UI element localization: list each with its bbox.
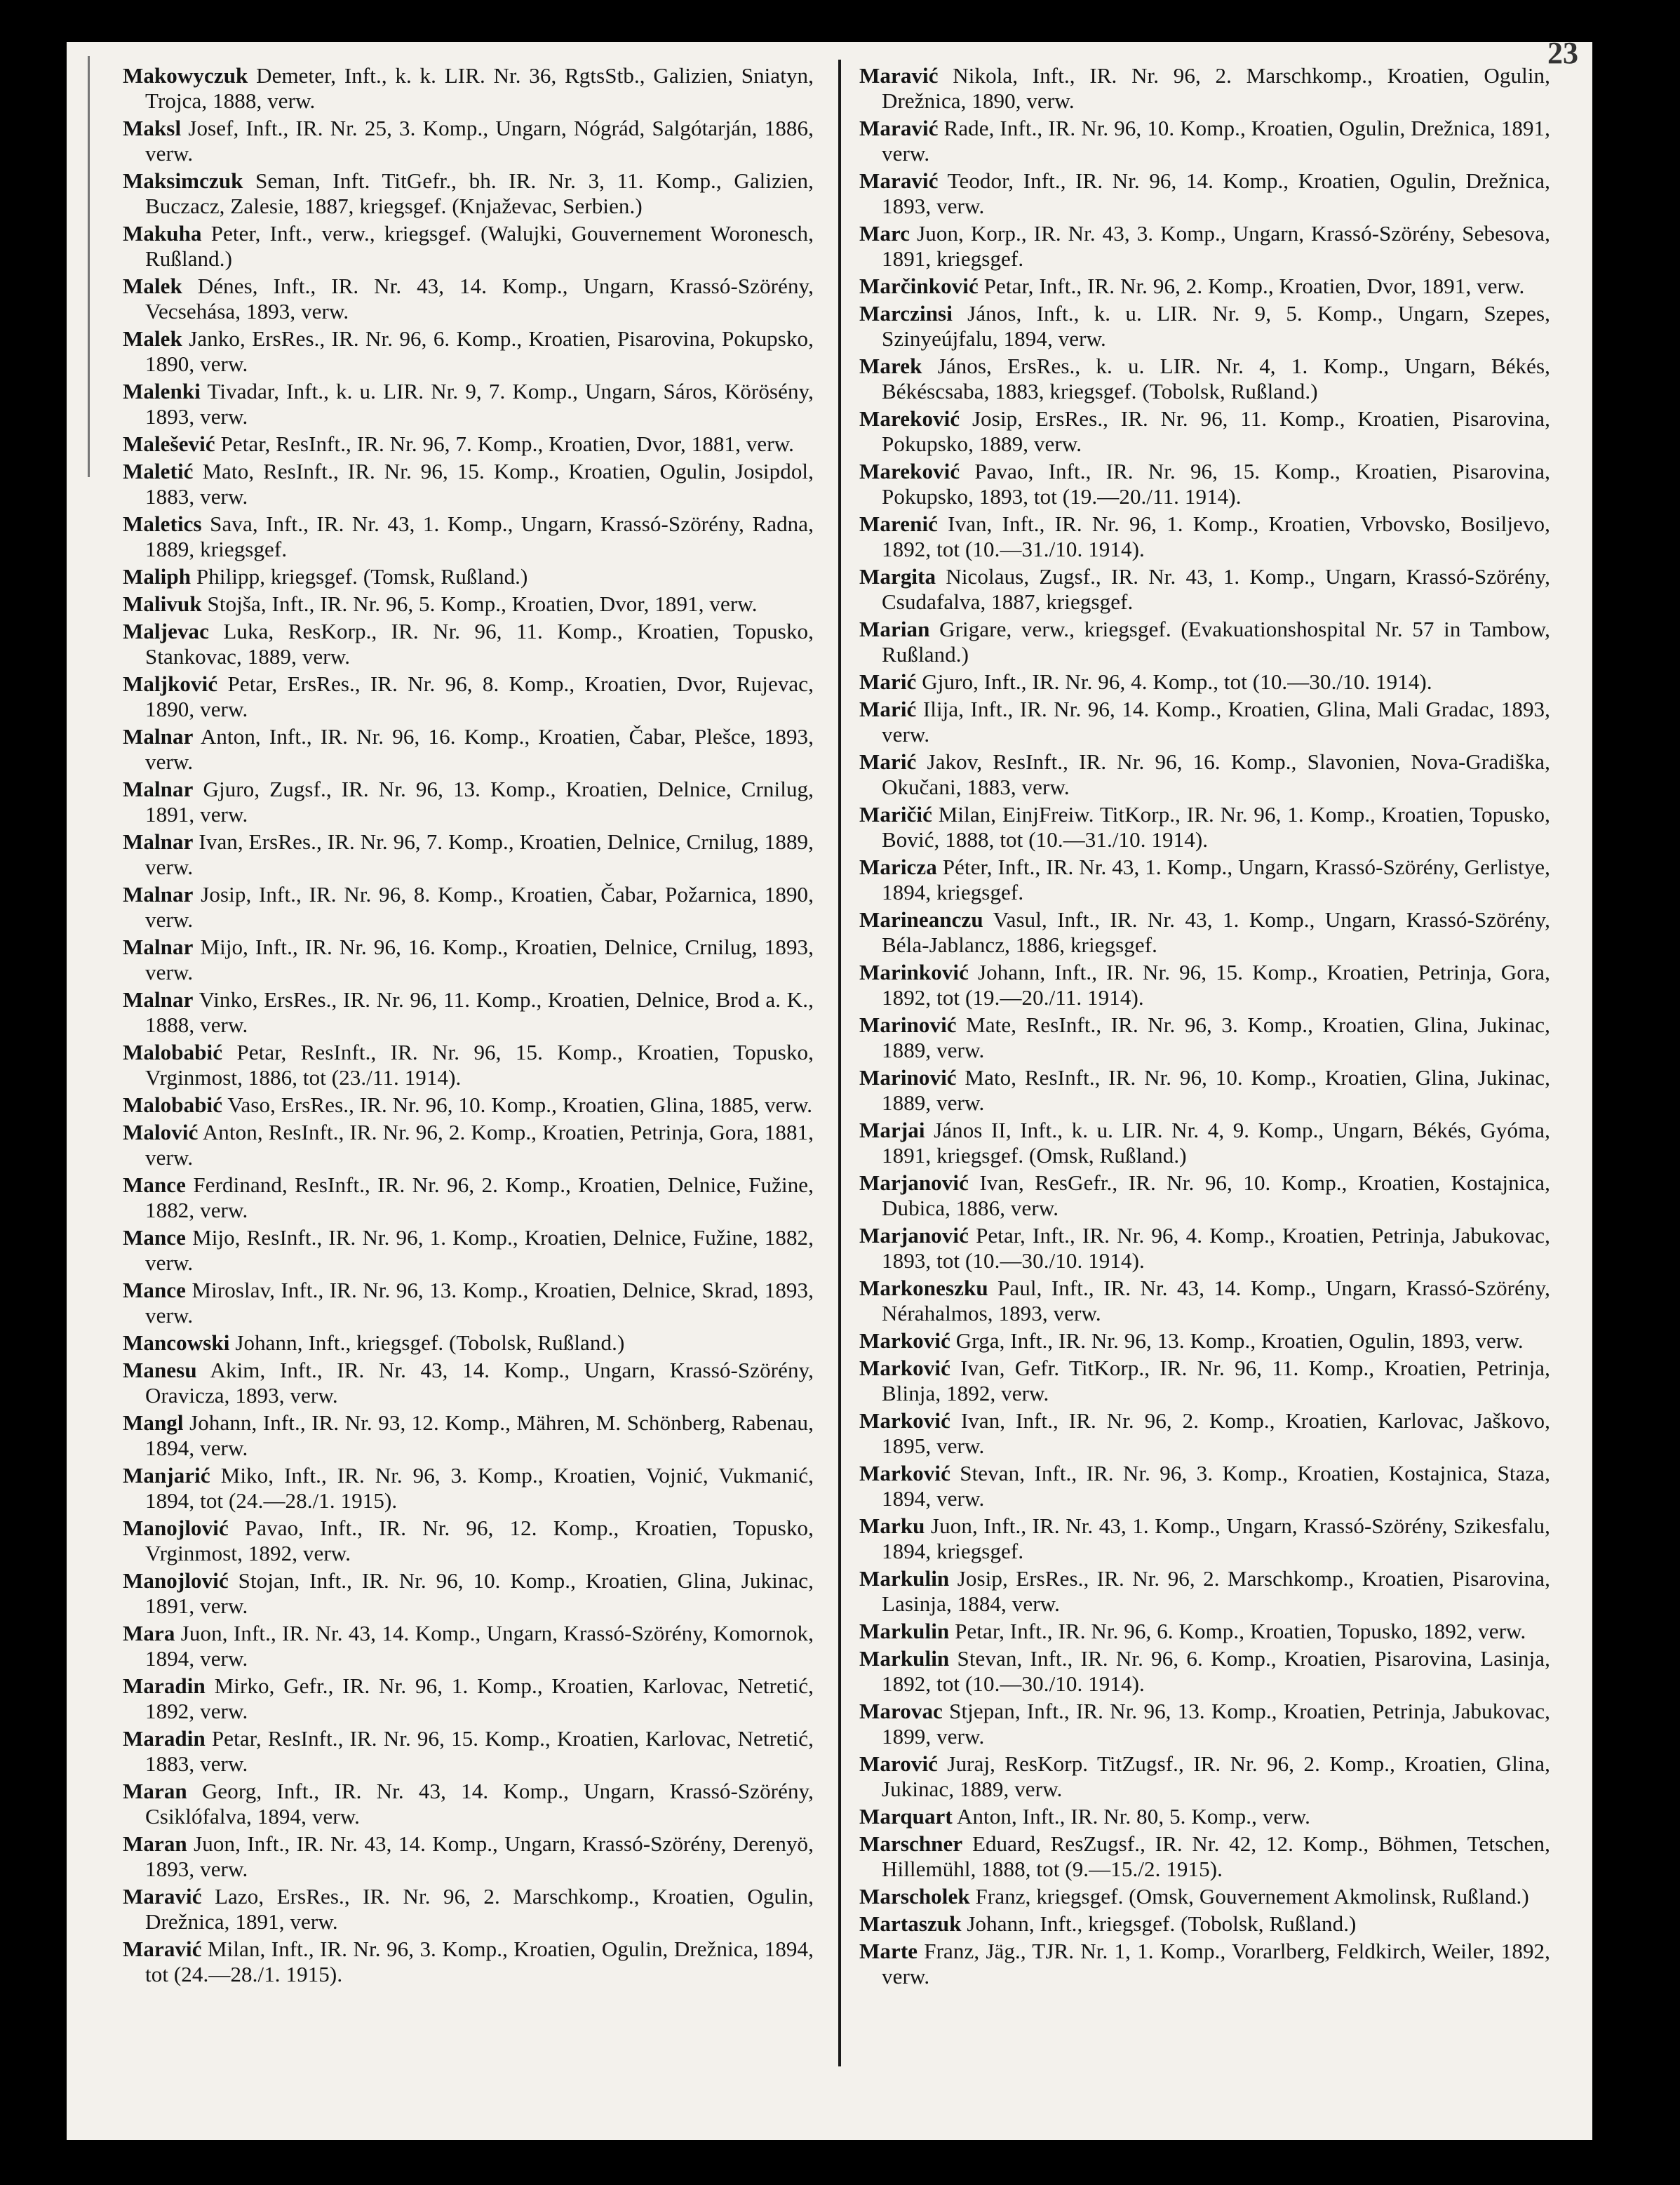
register-entry (859, 1939, 1550, 1989)
register-entry (859, 617, 1550, 667)
entry-details: Jakov, ResInft., IR. Nr. 96, 16. Komp., Slavonien, Nova-Gradiška, Okučani, 1883, verw. (882, 749, 1550, 799)
entry-details: Peter, Inft., verw., kriegsgef. (Walujki, Gouvernement Woronesch, Rußland.) (145, 221, 814, 271)
entry-surname: Maran (123, 1779, 187, 1803)
entry-details: Grigare, verw., kriegsgef. (Evakuationshospital Nr. 57 in Tambow, Rußland.) (882, 617, 1550, 667)
register-entry (859, 1223, 1550, 1274)
entry-details: Eduard, ResZugsf., IR. Nr. 42, 12. Komp., Böhmen, Tetschen, Hillemühl, 1888, tot (9.—15./2. 1915). (882, 1831, 1550, 1881)
entry-details: Mate, ResInft., IR. Nr. 96, 3. Komp., Kroatien, Glina, Jukinac, 1889, verw. (882, 1013, 1550, 1062)
register-entry (859, 221, 1550, 272)
register-entry (123, 1358, 814, 1408)
register-entry (859, 1566, 1550, 1617)
register-entry (123, 1937, 814, 1987)
register-entry (123, 168, 814, 219)
page-number: 23 (1547, 36, 1578, 70)
entry-surname: Marjai (859, 1118, 925, 1142)
entry-details: János II, Inft., k. u. LIR. Nr. 4, 9. Komp., Ungarn, Békés, Gyóma, 1891, kriegsgef. (Omsk, Rußland.) (882, 1118, 1550, 1168)
register-entry (859, 1408, 1550, 1459)
entry-surname: Marić (859, 697, 917, 721)
register-entry (123, 1410, 814, 1461)
register-entry (859, 1514, 1550, 1564)
entry-surname: Marković (859, 1461, 950, 1485)
entry-details: Stevan, Inft., IR. Nr. 96, 3. Komp., Kroatien, Kostajnica, Staza, 1894, verw. (882, 1461, 1550, 1511)
entry-details: Juon, Korp., IR. Nr. 43, 3. Komp., Ungarn, Krassó-Szörény, Sebesova, 1891, kriegsgef. (882, 221, 1550, 271)
register-entry (859, 907, 1550, 958)
entry-details: Anton, Inft., IR. Nr. 80, 5. Komp., verw. (952, 1804, 1311, 1829)
entry-surname: Maksimczuk (123, 168, 243, 193)
entry-surname: Malnar (123, 882, 194, 907)
entry-details: Juon, Inft., IR. Nr. 43, 14. Komp., Ungarn, Krassó-Szörény, Komornok, 1894, verw. (145, 1621, 814, 1671)
entry-details: Vinko, ErsRes., IR. Nr. 96, 11. Komp., Kroatien, Delnice, Brod a. K., 1888, verw. (145, 987, 814, 1037)
register-entry (123, 882, 814, 933)
register-entry (859, 354, 1550, 404)
register-entry (123, 1726, 814, 1777)
entry-details: Demeter, Inft., k. k. LIR. Nr. 36, RgtsStb., Galizien, Sniatyn, Trojca, 1888, verw. (145, 63, 814, 113)
entry-surname: Marović (859, 1751, 939, 1776)
entry-details: Anton, Inft., IR. Nr. 96, 16. Komp., Kroatien, Čabar, Plešce, 1893, verw. (145, 724, 814, 774)
entry-details: Paul, Inft., IR. Nr. 43, 14. Komp., Ungarn, Krassó-Szörény, Nérahalmos, 1893, verw. (882, 1276, 1550, 1325)
entry-surname: Mara (123, 1621, 175, 1645)
entry-surname: Markulin (859, 1619, 950, 1643)
entry-details: Stojša, Inft., IR. Nr. 96, 5. Komp., Kroatien, Dvor, 1891, verw. (201, 592, 758, 616)
register-entry (123, 564, 814, 589)
register-entry (859, 459, 1550, 509)
entry-details: Ilija, Inft., IR. Nr. 96, 14. Komp., Kroatien, Glina, Mali Gradac, 1893, verw. (882, 697, 1550, 747)
entry-details: Luka, ResKorp., IR. Nr. 96, 11. Komp., Kroatien, Topusko, Stankovac, 1889, verw. (145, 619, 814, 669)
entry-surname: Marczinsi (859, 301, 953, 326)
register-entry (859, 168, 1550, 219)
entry-details: Petar, ResInft., IR. Nr. 96, 7. Komp., Kroatien, Dvor, 1881, verw. (215, 432, 795, 456)
register-entry (123, 1831, 814, 1882)
entry-surname: Marschner (859, 1831, 963, 1856)
entry-surname: Malek (123, 326, 182, 351)
entry-details: Miko, Inft., IR. Nr. 96, 3. Komp., Kroatien, Vojnić, Vukmanić, 1894, tot (24.—28./1. 1915). (145, 1463, 814, 1513)
entry-details: Ivan, Inft., IR. Nr. 96, 1. Komp., Kroatien, Vrbovsko, Bosiljevo, 1892, tot (10.—31./10. 1914). (882, 512, 1550, 561)
entry-surname: Mancowski (123, 1330, 230, 1355)
entry-details: Teodor, Inft., IR. Nr. 96, 14. Komp., Kroatien, Ogulin, Drežnica, 1893, verw. (882, 168, 1550, 218)
register-entry (859, 802, 1550, 853)
entry-details: Mirko, Gefr., IR. Nr. 96, 1. Komp., Kroatien, Karlovac, Netretić, 1892, verw. (145, 1673, 814, 1723)
entry-details: Mijo, Inft., IR. Nr. 96, 16. Komp., Kroatien, Delnice, Crnilug, 1893, verw. (145, 935, 814, 984)
entry-details: Juon, Inft., IR. Nr. 43, 1. Komp., Ungarn, Krassó-Szörény, Szikesfalu, 1894, kriegsgef. (882, 1514, 1550, 1563)
register-entry (123, 63, 814, 114)
entry-surname: Markulin (859, 1566, 950, 1591)
entry-details: Nicolaus, Zugsf., IR. Nr. 43, 1. Komp., Ungarn, Krassó-Szörény, Csudafalva, 1887, kriegsgef. (882, 564, 1550, 614)
entry-details: Gjuro, Zugsf., IR. Nr. 96, 13. Komp., Kroatien, Delnice, Crnilug, 1891, verw. (145, 777, 814, 827)
entry-surname: Malnar (123, 987, 194, 1012)
register-entry (123, 1779, 814, 1829)
margin-line (88, 56, 90, 477)
entry-surname: Mance (123, 1225, 187, 1250)
register-entry (123, 1120, 814, 1170)
entry-details: Johann, Inft., kriegsgef. (Tobolsk, Rußland.) (961, 1911, 1357, 1936)
entry-surname: Malović (123, 1120, 199, 1144)
register-entry (859, 1911, 1550, 1937)
entry-details: Josip, Inft., IR. Nr. 96, 8. Komp., Kroatien, Čabar, Požarnica, 1890, verw. (145, 882, 814, 932)
entry-surname: Mance (123, 1172, 187, 1197)
entry-surname: Margita (859, 564, 936, 589)
entry-surname: Malobabić (123, 1040, 223, 1064)
register-entry (859, 1699, 1550, 1749)
register-entry (123, 987, 814, 1038)
entry-surname: Malivuk (123, 592, 202, 616)
entry-details: Pavao, Inft., IR. Nr. 96, 12. Komp., Kroatien, Topusko, Vrginmost, 1892, verw. (145, 1516, 814, 1565)
entry-surname: Malnar (123, 724, 194, 749)
register-entry (859, 406, 1550, 457)
register-entry (123, 512, 814, 562)
entry-surname: Maliph (123, 564, 191, 589)
entry-details: Nikola, Inft., IR. Nr. 96, 2. Marschkomp., Kroatien, Ogulin, Drežnica, 1890, verw. (882, 63, 1550, 113)
entry-surname: Maradin (123, 1726, 206, 1751)
entry-surname: Maletić (123, 459, 194, 483)
entry-surname: Marovac (859, 1699, 943, 1723)
entry-surname: Marscholek (859, 1884, 970, 1909)
entry-details: Ivan, ResGefr., IR. Nr. 96, 10. Komp., Kroatien, Kostajnica, Dubica, 1886, verw. (882, 1170, 1550, 1220)
register-entry (123, 1673, 814, 1724)
entry-surname: Manojlović (123, 1516, 229, 1540)
entry-surname: Maravić (123, 1937, 202, 1961)
entry-details: Gjuro, Inft., IR. Nr. 96, 4. Komp., tot (10.—30./10. 1914). (916, 669, 1432, 694)
register-entry (859, 1831, 1550, 1882)
entry-details: Pavao, Inft., IR. Nr. 96, 15. Komp., Kroatien, Pisarovina, Pokupsko, 1893, tot (19.—20./11. 1914). (882, 459, 1550, 509)
entry-surname: Marineanczu (859, 907, 983, 932)
register-entry (123, 671, 814, 722)
register-entry (859, 274, 1550, 299)
register-entry (859, 1461, 1550, 1511)
entry-surname: Marković (859, 1356, 950, 1380)
entry-surname: Marian (859, 617, 930, 641)
register-entry (123, 829, 814, 880)
entry-surname: Mareković (859, 459, 960, 483)
entry-surname: Maravić (859, 116, 939, 140)
entry-details: Milan, Inft., IR. Nr. 96, 3. Komp., Kroatien, Ogulin, Drežnica, 1894, tot (24.—28./1. 1915). (145, 1937, 814, 1986)
entry-surname: Marenić (859, 512, 939, 536)
entry-details: Philipp, kriegsgef. (Tomsk, Rußland.) (191, 564, 528, 589)
entry-details: Petar, Inft., IR. Nr. 96, 2. Komp., Kroatien, Dvor, 1891, verw. (978, 274, 1525, 298)
entry-details: Grga, Inft., IR. Nr. 96, 13. Komp., Kroatien, Ogulin, 1893, verw. (950, 1328, 1524, 1353)
entry-surname: Maran (123, 1831, 187, 1856)
entry-details: Mato, ResInft., IR. Nr. 96, 10. Komp., Kroatien, Glina, Jukinac, 1889, verw. (882, 1065, 1550, 1115)
entry-details: Vasul, Inft., IR. Nr. 43, 1. Komp., Ungarn, Krassó-Szörény, Béla-Jablancz, 1886, kriegsgef. (882, 907, 1550, 957)
register-entry (859, 564, 1550, 615)
entry-details: Franz, Jäg., TJR. Nr. 1, 1. Komp., Vorarlberg, Feldkirch, Weiler, 1892, verw. (882, 1939, 1550, 1989)
entry-details: Georg, Inft., IR. Nr. 43, 14. Komp., Ungarn, Krassó-Szörény, Csiklófalva, 1894, verw. (145, 1779, 814, 1829)
register-entry (859, 512, 1550, 562)
entry-details: Stojan, Inft., IR. Nr. 96, 10. Komp., Kroatien, Glina, Jukinac, 1891, verw. (145, 1568, 814, 1618)
entry-surname: Marku (859, 1514, 925, 1538)
entry-surname: Mance (123, 1278, 187, 1302)
register-entry (859, 855, 1550, 905)
entry-surname: Martaszuk (859, 1911, 962, 1936)
entry-surname: Malenki (123, 379, 201, 403)
entry-surname: Markulin (859, 1646, 950, 1671)
entry-details: Franz, kriegsgef. (Omsk, Gouvernement Akmolinsk, Rußland.) (969, 1884, 1529, 1909)
register-entry (123, 1225, 814, 1276)
entry-details: Janko, ErsRes., IR. Nr. 96, 6. Komp., Kroatien, Pisarovina, Pokupsko, 1890, verw. (145, 326, 814, 376)
register-entry (859, 63, 1550, 114)
register-entry (123, 221, 814, 272)
register-entry (859, 669, 1550, 695)
entry-surname: Makuha (123, 221, 202, 246)
register-entry (123, 274, 814, 324)
entry-surname: Maravić (859, 168, 939, 193)
entry-surname: Manesu (123, 1358, 197, 1382)
register-entry (123, 1330, 814, 1356)
entry-surname: Malnar (123, 829, 194, 854)
entry-surname: Maričić (859, 802, 932, 827)
entry-details: Mato, ResInft., IR. Nr. 96, 15. Komp., Kroatien, Ogulin, Josipdol, 1883, verw. (145, 459, 814, 509)
entry-details: Miroslav, Inft., IR. Nr. 96, 13. Komp., Kroatien, Delnice, Skrad, 1893, verw. (145, 1278, 814, 1328)
entry-surname: Marković (859, 1328, 950, 1353)
register-entry (123, 1568, 814, 1619)
entry-details: Josip, ErsRes., IR. Nr. 96, 2. Marschkomp., Kroatien, Pisarovina, Lasinja, 1884, verw. (882, 1566, 1550, 1616)
register-entry (123, 724, 814, 775)
register-entry (123, 935, 814, 985)
register-entry (123, 1040, 814, 1090)
entry-surname: Malešević (123, 432, 215, 456)
entry-details: Juon, Inft., IR. Nr. 43, 14. Komp., Ungarn, Krassó-Szörény, Derenyö, 1893, verw. (145, 1831, 814, 1881)
entry-surname: Marinković (859, 960, 969, 984)
entry-surname: Maricza (859, 855, 937, 879)
entry-details: Petar, ResInft., IR. Nr. 96, 15. Komp., Kroatien, Topusko, Vrginmost, 1886, tot (23./11. 1914). (145, 1040, 814, 1090)
entry-details: Petar, Inft., IR. Nr. 96, 6. Komp., Kroatien, Topusko, 1892, verw. (949, 1619, 1526, 1643)
register-entry (859, 1118, 1550, 1168)
entry-surname: Maksl (123, 116, 182, 140)
register-entry (123, 1516, 814, 1566)
entry-details: Seman, Inft. TitGefr., bh. IR. Nr. 3, 11. Komp., Galizien, Buczacz, Zalesie, 1887, kriegsgef. (Knjaževac, Serbien.) (145, 168, 814, 218)
entry-surname: Mangl (123, 1410, 184, 1435)
entry-surname: Manojlović (123, 1568, 229, 1593)
register-entry (123, 1884, 814, 1935)
register-entry (123, 432, 814, 457)
entry-details: Dénes, Inft., IR. Nr. 43, 14. Komp., Ungarn, Krassó-Szörény, Vecsehása, 1893, verw. (145, 274, 814, 323)
register-entry (859, 1276, 1550, 1326)
entry-details: Mijo, ResInft., IR. Nr. 96, 1. Komp., Kroatien, Delnice, Fužine, 1882, verw. (145, 1225, 814, 1275)
entry-surname: Malobabić (123, 1092, 223, 1117)
entry-details: Josef, Inft., IR. Nr. 25, 3. Komp., Ungarn, Nógrád, Salgótarján, 1886, verw. (145, 116, 814, 166)
entry-surname: Marquart (859, 1804, 953, 1829)
register-entry (859, 1884, 1550, 1909)
entry-surname: Malek (123, 274, 182, 298)
right-column (859, 63, 1550, 1991)
entry-surname: Maravić (123, 1884, 202, 1909)
register-entry (859, 749, 1550, 800)
entry-details: Rade, Inft., IR. Nr. 96, 10. Komp., Kroatien, Ogulin, Drežnica, 1891, verw. (882, 116, 1550, 166)
entry-details: Ivan, Gefr. TitKorp., IR. Nr. 96, 11. Komp., Kroatien, Petrinja, Blinja, 1892, verw. (882, 1356, 1550, 1405)
entry-details: Anton, ResInft., IR. Nr. 96, 2. Komp., Kroatien, Petrinja, Gora, 1881, verw. (145, 1120, 814, 1170)
entry-details: Johann, Inft., IR. Nr. 96, 15. Komp., Kroatien, Petrinja, Gora, 1892, tot (19.—20./11. 1914). (882, 960, 1550, 1010)
entry-surname: Marinović (859, 1065, 957, 1090)
entry-surname: Mareković (859, 406, 960, 431)
register-entry (859, 1170, 1550, 1221)
entry-surname: Maravić (859, 63, 939, 88)
entry-surname: Marić (859, 749, 917, 774)
entry-surname: Maljevac (123, 619, 210, 643)
entry-details: Johann, Inft., IR. Nr. 93, 12. Komp., Mähren, M. Schönberg, Rabenau, 1894, verw. (145, 1410, 814, 1460)
entry-details: Milan, EinjFreiw. TitKorp., IR. Nr. 96, 1. Komp., Kroatien, Topusko, Bović, 1888, tot (10.—31./10. 1914). (882, 802, 1550, 852)
entry-details: Ferdinand, ResInft., IR. Nr. 96, 2. Komp., Kroatien, Delnice, Fužine, 1882, verw. (145, 1172, 814, 1222)
register-entry (859, 1619, 1550, 1644)
column-divider (838, 60, 841, 2066)
register-entry (123, 1463, 814, 1514)
document-page (67, 36, 1592, 2140)
entry-details: Petar, ResInft., IR. Nr. 96, 15. Komp., Kroatien, Karlovac, Netretić, 1883, verw. (145, 1726, 814, 1776)
entry-surname: Marc (859, 221, 910, 246)
entry-details: Sava, Inft., IR. Nr. 43, 1. Komp., Ungarn, Krassó-Szörény, Radna, 1889, kriegsgef. (145, 512, 814, 561)
entry-surname: Marčinković (859, 274, 979, 298)
register-entry (859, 1356, 1550, 1406)
register-entry (123, 777, 814, 827)
entry-surname: Marjanović (859, 1223, 969, 1248)
entry-details: János, ErsRes., k. u. LIR. Nr. 4, 1. Komp., Ungarn, Békés, Békéscsaba, 1883, kriegsgef. (Tobolsk, Rußland.) (882, 354, 1550, 403)
entry-surname: Maradin (123, 1673, 206, 1698)
left-column (123, 63, 814, 1989)
entry-surname: Malnar (123, 935, 194, 959)
register-entry (123, 1278, 814, 1328)
entry-surname: Markoneszku (859, 1276, 988, 1300)
entry-surname: Marek (859, 354, 922, 378)
entry-surname: Marte (859, 1939, 918, 1963)
register-entry (859, 1751, 1550, 1802)
entry-details: Lazo, ErsRes., IR. Nr. 96, 2. Marschkomp., Kroatien, Ogulin, Drežnica, 1891, verw. (145, 1884, 814, 1934)
entry-details: Ivan, ErsRes., IR. Nr. 96, 7. Komp., Kroatien, Delnice, Crnilug, 1889, verw. (145, 829, 814, 879)
register-entry (123, 1092, 814, 1118)
entry-surname: Marjanović (859, 1170, 969, 1195)
entry-details: Petar, ErsRes., IR. Nr. 96, 8. Komp., Kroatien, Dvor, Rujevac, 1890, verw. (145, 671, 814, 721)
register-entry (859, 1804, 1550, 1829)
register-entry (859, 301, 1550, 352)
register-entry (123, 592, 814, 617)
entry-surname: Marić (859, 669, 917, 694)
entry-surname: Maljković (123, 671, 218, 696)
entry-details: Juraj, ResKorp. TitZugsf., IR. Nr. 96, 2. Komp., Kroatien, Glina, Jukinac, 1889, verw. (882, 1751, 1550, 1801)
entry-surname: Manjarić (123, 1463, 210, 1488)
register-entry (123, 1172, 814, 1223)
entry-details: Péter, Inft., IR. Nr. 43, 1. Komp., Ungarn, Krassó-Szörény, Gerlistye, 1894, kriegsgef. (882, 855, 1550, 904)
register-entry (859, 1646, 1550, 1697)
entry-details: Stjepan, Inft., IR. Nr. 96, 13. Komp., Kroatien, Petrinja, Jabukovac, 1899, verw. (882, 1699, 1550, 1749)
entry-details: Petar, Inft., IR. Nr. 96, 4. Komp., Kroatien, Petrinja, Jabukovac, 1893, tot (10.—30./10. 1914). (882, 1223, 1550, 1273)
register-entry (859, 116, 1550, 166)
entry-details: Akim, Inft., IR. Nr. 43, 14. Komp., Ungarn, Krassó-Szörény, Oravicza, 1893, verw. (145, 1358, 814, 1408)
register-entry (123, 459, 814, 509)
entry-details: Stevan, Inft., IR. Nr. 96, 6. Komp., Kroatien, Pisarovina, Lasinja, 1892, tot (10.—30./10. 1914). (882, 1646, 1550, 1696)
entry-surname: Marković (859, 1408, 950, 1433)
register-entry (859, 697, 1550, 747)
entry-surname: Makowyczuk (123, 63, 248, 88)
entry-details: Josip, ErsRes., IR. Nr. 96, 11. Komp., Kroatien, Pisarovina, Pokupsko, 1889, verw. (882, 406, 1550, 456)
register-entry (859, 1013, 1550, 1063)
entry-details: Ivan, Inft., IR. Nr. 96, 2. Komp., Kroatien, Karlovac, Jaškovo, 1895, verw. (882, 1408, 1550, 1458)
entry-details: Tivadar, Inft., k. u. LIR. Nr. 9, 7. Komp., Ungarn, Sáros, Körösény, 1893, verw. (145, 379, 814, 429)
entry-surname: Maletics (123, 512, 202, 536)
register-entry (123, 379, 814, 429)
register-entry (123, 326, 814, 377)
entry-details: Johann, Inft., kriegsgef. (Tobolsk, Rußland.) (229, 1330, 625, 1355)
entry-surname: Marinović (859, 1013, 957, 1037)
register-entry (123, 1621, 814, 1671)
register-entry (859, 1065, 1550, 1116)
register-entry (859, 1328, 1550, 1354)
register-entry (859, 960, 1550, 1010)
register-entry (123, 619, 814, 669)
register-entry (123, 116, 814, 166)
entry-surname: Malnar (123, 777, 194, 801)
entry-details: János, Inft., k. u. LIR. Nr. 9, 5. Komp., Ungarn, Szepes, Szinyeújfalu, 1894, verw. (882, 301, 1550, 351)
entry-details: Vaso, ErsRes., IR. Nr. 96, 10. Komp., Kroatien, Glina, 1885, verw. (222, 1092, 813, 1117)
